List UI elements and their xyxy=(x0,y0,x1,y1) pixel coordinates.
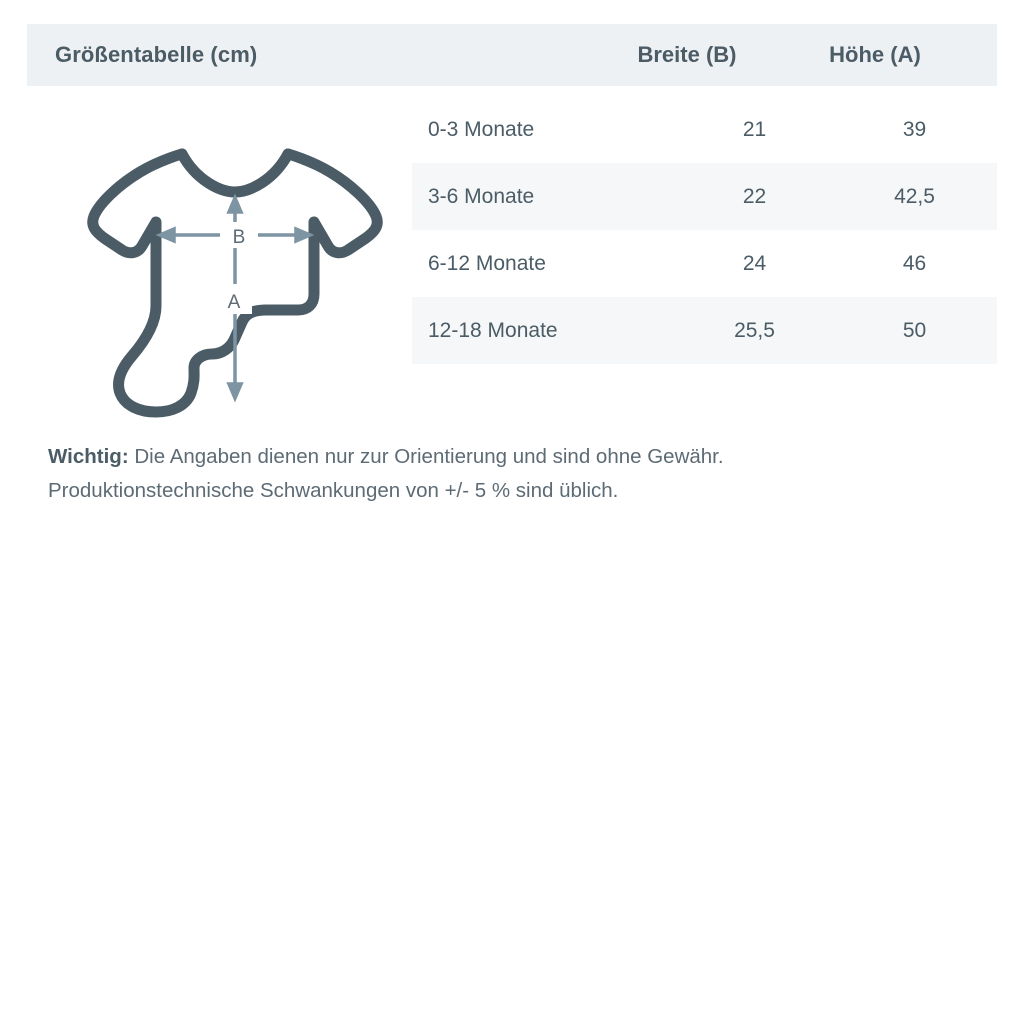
cell-width: 22 xyxy=(742,184,767,208)
height-label: A xyxy=(227,292,241,313)
cell-height: 46 xyxy=(902,251,927,275)
cell-size: 3-6 Monate xyxy=(428,184,535,208)
page-title: Größentabelle (cm) xyxy=(55,42,258,67)
disclaimer-note xyxy=(48,440,978,508)
width-arrow-head-left xyxy=(160,229,174,241)
table-header xyxy=(27,24,997,86)
disclaimer-line-2: Produktionstechnische Schwankungen von +/- 5 % sind üblich. xyxy=(48,478,619,502)
cell-size: 6-12 Monate xyxy=(428,251,546,275)
size-table xyxy=(412,96,997,364)
cell-height: 39 xyxy=(902,117,927,141)
width-label: B xyxy=(232,227,246,248)
table-row xyxy=(412,163,997,230)
disclaimer-line-1: Die Angaben dienen nur zur Orientierung und sind ohne Gewähr. xyxy=(128,445,724,468)
cell-size: 0-3 Monate xyxy=(428,117,535,141)
table-row xyxy=(412,230,997,297)
bodysuit-illustration xyxy=(70,110,390,420)
cell-width: 24 xyxy=(742,251,767,275)
disclaimer-label: Wichtig: xyxy=(48,445,129,468)
height-arrow-head-top xyxy=(229,198,241,212)
cell-width: 25,5 xyxy=(734,318,775,342)
cell-height: 42,5 xyxy=(894,184,935,208)
column-header-width: Breite (B) xyxy=(637,42,737,67)
table-row xyxy=(412,297,997,364)
height-arrow-head-bottom xyxy=(229,384,241,398)
column-header-height: Höhe (A) xyxy=(829,42,921,67)
cell-height: 50 xyxy=(902,318,927,342)
cell-size: 12-18 Monate xyxy=(428,318,558,342)
width-arrow-head-right xyxy=(296,229,310,241)
cell-width: 21 xyxy=(742,117,767,141)
table-row xyxy=(412,96,997,163)
